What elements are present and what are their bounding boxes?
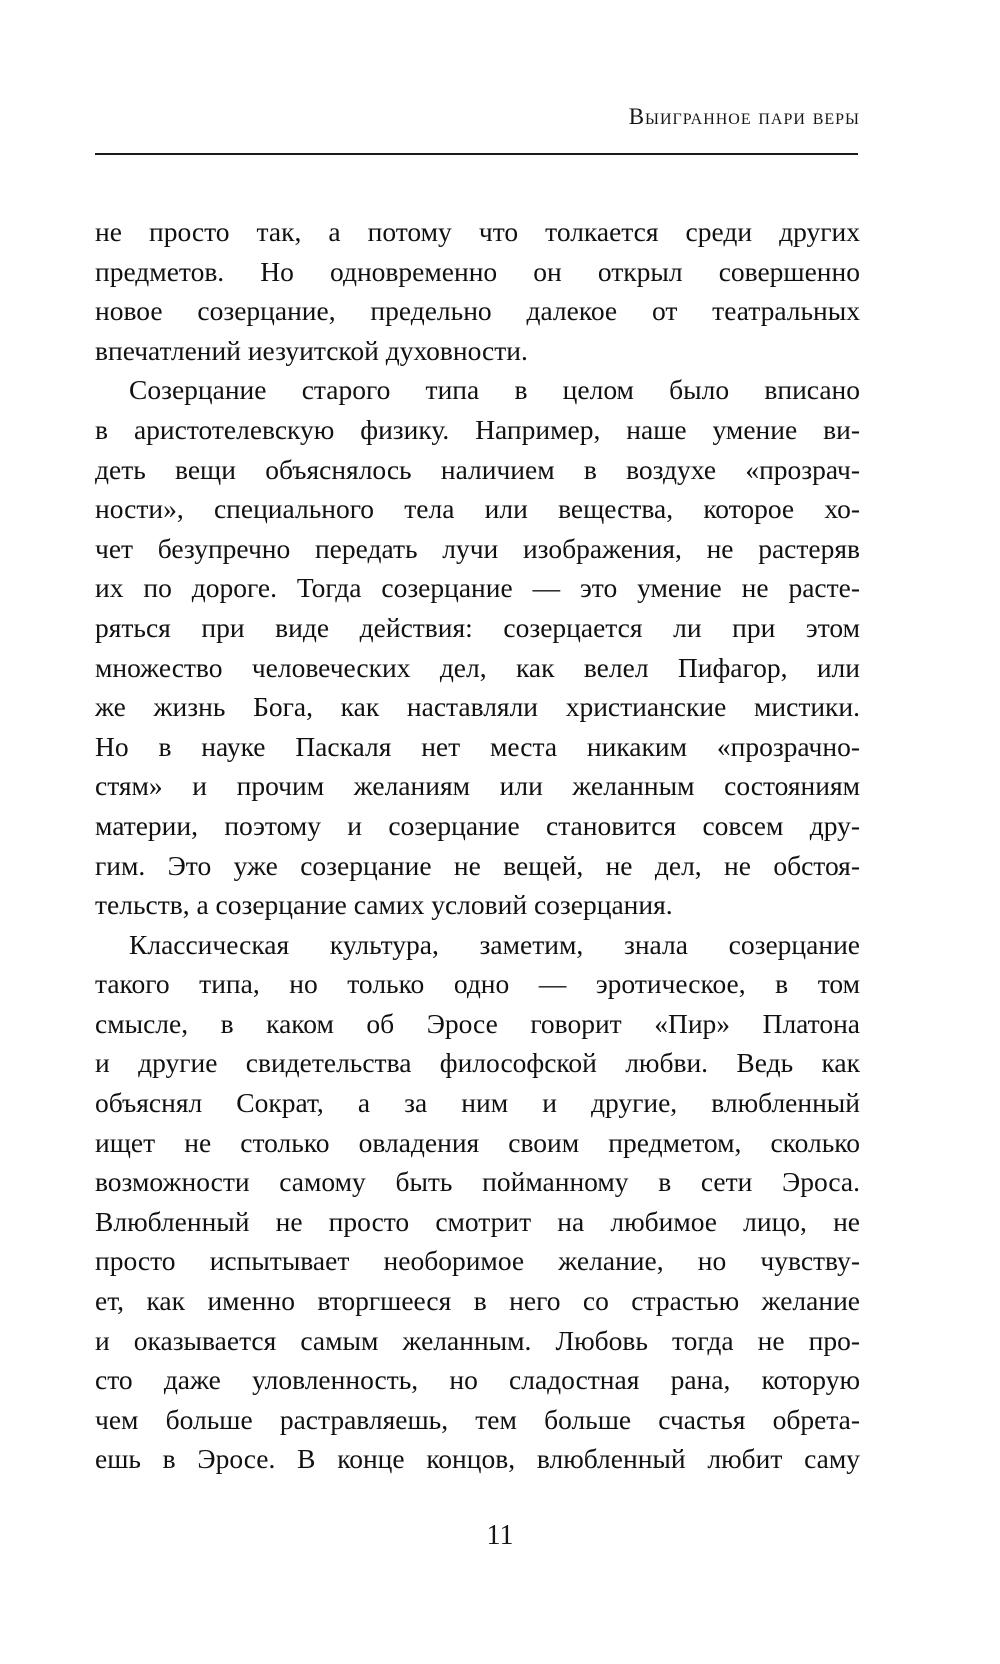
text-line: гим. Это уже созерцание не вещей, не дел, не обстоя- (95, 849, 860, 881)
text-line: же жизнь Бога, как наставляли христианские мистики. (95, 691, 860, 723)
text-line: ешь в Эросе. В конце концов, влюбленный любит саму (95, 1443, 860, 1475)
text-line: Созерцание старого типа в целом было вписано (129, 374, 860, 406)
running-title: Выигранное пари веры (628, 104, 860, 129)
text-line: Влюбленный не просто смотрит на любимое лицо, не (95, 1205, 860, 1237)
text-line: сто даже уловленность, но сладостная рана, которую (95, 1364, 860, 1396)
text-line: не просто так, а потому что толкается среди других (95, 216, 860, 247)
text-line: объяснял Сократ, а за ним и другие, влюбленный (95, 1087, 860, 1119)
text-line: и другие свидетельства философской любви. Ведь как (95, 1047, 860, 1079)
text-line: ищет не столько овладения своим предметом, сколько (95, 1126, 860, 1158)
text-line: в аристотелевскую физику. Например, наше умение ви- (95, 413, 860, 445)
text-line: множество человеческих дел, как велел Пифагор, или (95, 651, 860, 683)
text-line: Но в науке Паскаля нет места никаким «прозрачно- (95, 730, 860, 762)
text-line: возможности самому быть пойманному в сети Эроса. (95, 1166, 860, 1198)
text-line: Классическая культура, заметим, знала созерцание (129, 928, 860, 960)
text-line: чет безупречно передать лучи изображения, не растеряв (95, 532, 860, 564)
text-line: чем больше растравляешь, тем больше счастья обрета- (95, 1403, 860, 1435)
page-number: 11 (486, 1520, 514, 1551)
text-line: такого типа, но только одно — эротическое, в том (95, 968, 860, 1000)
text-line: новое созерцание, предельно далекое от театральных (95, 295, 860, 327)
text-line: впечатлений иезуитской духовности. (95, 334, 528, 366)
text-line: тельств, а созерцание самих условий созерцания. (95, 889, 673, 921)
text-line: ности», специального тела или вещества, которое хо- (95, 493, 860, 525)
body-text (95, 212, 860, 1479)
text-line: ряться при виде действия: созерцается ли при этом (95, 611, 860, 643)
text-line: стям» и прочим желаниям или желанным состояниям (95, 770, 860, 802)
text-line: смысле, в каком об Эросе говорит «Пир» Платона (95, 1007, 860, 1039)
header-rule (95, 153, 858, 155)
text-line: и оказывается самым желанным. Любовь тогда не про- (95, 1324, 860, 1356)
text-line: материи, поэтому и созерцание становится совсем дру- (95, 809, 860, 841)
text-line: просто испытывает необоримое желание, но чувству- (95, 1245, 860, 1277)
text-line: их по дороге. Тогда созерцание — это умение не расте- (95, 572, 860, 604)
text-line: предметов. Но одновременно он открыл совершенно (95, 255, 860, 287)
text-line: деть вещи объяснялось наличием в воздухе «прозрач- (95, 453, 860, 485)
text-line: ет, как именно вторгшееся в него со страстью желание (95, 1285, 860, 1317)
